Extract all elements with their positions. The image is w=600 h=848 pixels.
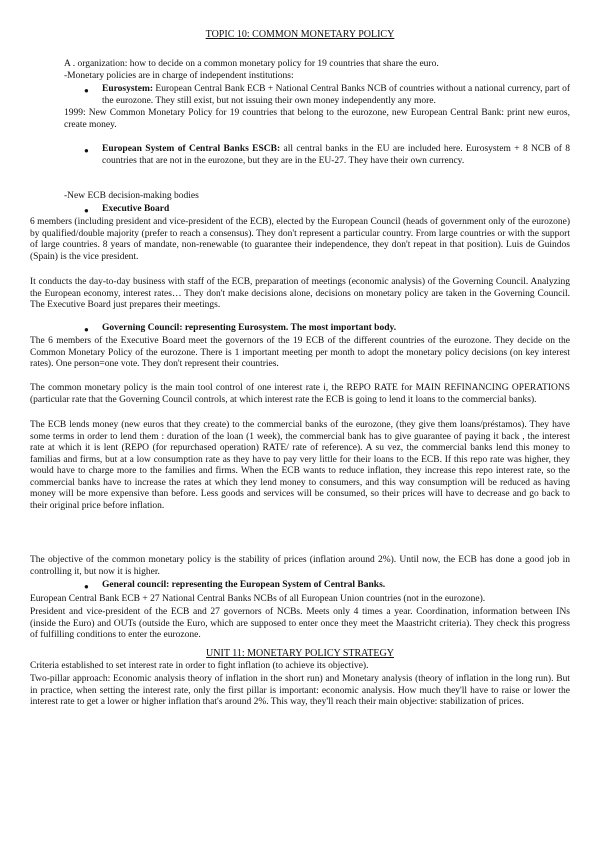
intro-institutions: -Monetary policies are in charge of independent institutions:	[64, 71, 294, 81]
governing-council-paragraph-4: The objective of the common monetary policy is the stability of prices (inflation around 2%). Until now, the ECB has done a good job in controlling it, but now it is higher.	[30, 555, 570, 577]
executive-board-paragraph-2: It conducts the day-to-day business with staff of the ECB, preparation of meetings (economic analysis) of the Governing Council. Analyzing the European economy, interest rates… They don't make decisions alone, decisions on monetary policy are taken in the Governing Council. The Executive Board just prepares their meetings.	[30, 277, 570, 310]
governing-council-paragraph-2: The common monetary policy is the main tool control of one interest rate i, the REPO RATE for MAIN REFINANCING OPERATIONS (particular rate that the Governing Council controls, at which interest rate the ECB is going to lend it loans to the commercial banks).	[30, 383, 570, 405]
governing-council-paragraph-1: The 6 members of the Executive Board meet the governors of the 19 ECB of the different countries of the eurozone. They decide on the Common Monetary Policy of the eurozone. There is 1 important meeting per month to adopt the monetary policy decisions (on key interest rates). One person=one vote. They don't represent their countries.	[30, 336, 570, 369]
executive-board-heading: Executive Board	[102, 204, 170, 214]
eurosystem-term: Eurosystem:	[102, 84, 154, 94]
bullet-general-council: ●	[84, 582, 89, 591]
intro-organization: A . organization: how to decide on a common monetary policy for 19 countries that share the euro.	[64, 59, 439, 69]
bullet-executive-board: ●	[84, 206, 89, 215]
governing-council-paragraph-3: The ECB lends money (new euros that they create) to the commercial banks of the eurozone, (they give them loans/préstamos). They have some terms in order to lend them : duration of the loan (1 week), the commercial bank has to give guarantee of paying it back , the interest rate at which it is lent (REPO (for repurchased operation) RATE/ rate of reference). A su vez, the commercial banks lend this money to familias and firms, but at a low consumption rate as they have to pay very little for their loans to the ECB. If this repo rate was higher, they would have to charge more to the families and firms. When the ECB wants to reduce inflation, they increase this repo interest rate, so the commercial banks have to increase the rates at which they lend money to consumers, and this way consumption will be reduced as having money will be more expensive than before. Less goods and services will be consumed, so their prices will have to decrease and go back to their original price before inflation.	[30, 420, 570, 511]
topic-10-title: TOPIC 10: COMMON MONETARY POLICY	[205, 29, 395, 40]
escb-term: European System of Central Banks ESCB:	[102, 144, 281, 154]
general-council-paragraph-2: President and vice-president of the ECB and 27 governors of NCBs. Meets only 4 times a year. Coordination, information between INs (inside the Euro) and OUTs (outside the Euro, which are supposed to enter once they meet the Maastricht criteria). They check this progress of fulfilling conditions to enter the eurozone.	[30, 607, 570, 640]
general-council-heading: General council: representing the European System of Central Banks.	[102, 580, 386, 590]
governing-council-heading: Governing Council: representing Eurosystem. The most important body.	[102, 323, 397, 333]
escb-item	[102, 144, 570, 167]
general-council-paragraph-1: European Central Bank ECB + 27 National Central Banks NCBs of all European Union countries (not in the eurozone).	[30, 594, 486, 604]
executive-board-paragraph-1: 6 members (including president and vice-president of the ECB), elected by the European Council (heads of government only of the eurozone) by qualified/double majority (prefer to reach a consensus). They don't represent a particular country. From large countries or with the support of large countries. 8 years of mandate, non-renewable (to guarantee their independence, they don't repeat in that position). Luis de Guindos (Spain) is the vice president.	[30, 217, 570, 262]
new-decision-bodies: -New ECB decision-making bodies	[64, 191, 199, 201]
unit-11-title: UNIT 11: MONETARY POLICY STRATEGY	[206, 648, 394, 659]
bullet-eurosystem: ●	[84, 86, 89, 95]
bullet-escb: ●	[84, 146, 89, 155]
unit-11-paragraph-1: Criteria established to set interest rate in order to fight inflation (to achieve its objective).	[30, 661, 369, 671]
unit-11-paragraph-2: Two-pillar approach: Economic analysis theory of inflation in the short run) and Monetary analysis (theory of inflation in the long run). But in practice, when setting the interest rate, only the first pillar is important: economic analysis. How much they'll have to raise or lower the interest rate to get a lower or higher inflation that's around 2%. This way, they'll reach their main objective: stabilization of prices.	[30, 674, 570, 707]
bullet-governing-council: ●	[84, 325, 89, 334]
escb-text: all central banks in the EU are included here. Eurosystem + 8 NCB of 8 countries that are not in the eurozone, but they are in the EU-27. They have their own currency.	[102, 144, 570, 166]
paragraph-1999: 1999: New Common Monetary Policy for 19 countries that belong to the eurozone, new European Central Bank: print new euros, create money.	[64, 108, 570, 130]
eurosystem-text: European Central Bank ECB + National Central Banks NCB of countries without a national currency, part of the eurozone. They still exist, but not issuing their own money independently any more.	[102, 84, 570, 106]
eurosystem-item	[102, 84, 570, 107]
